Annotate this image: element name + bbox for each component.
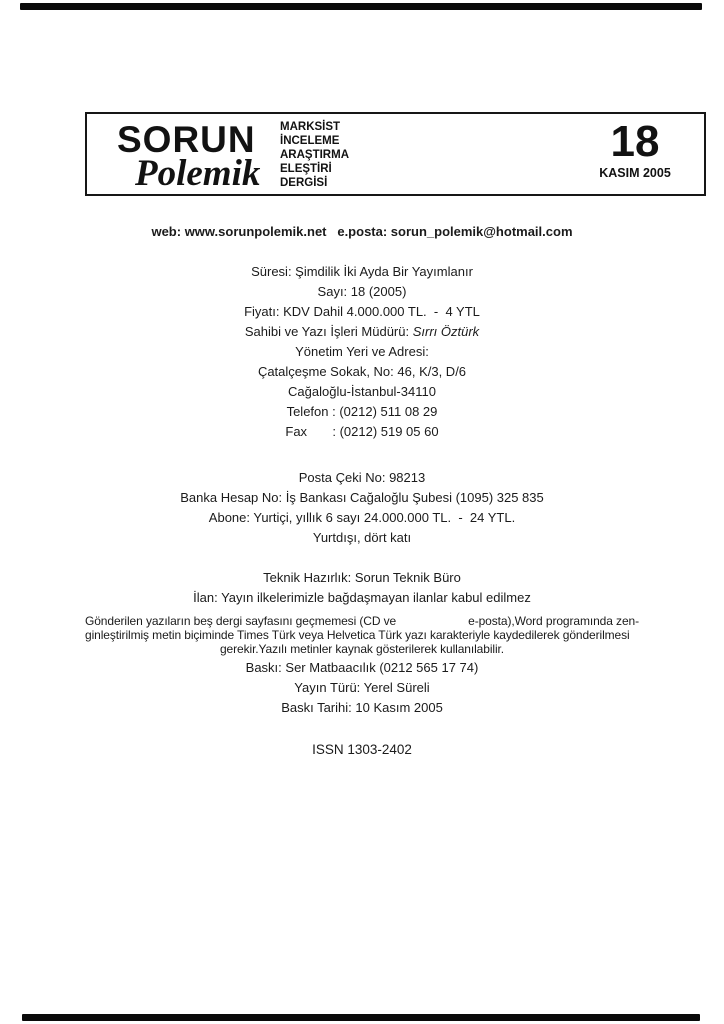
web-email-line: web: www.sorunpolemik.net e.posta: sorun_polemik@hotmail.com — [151, 224, 573, 239]
scan-edge-bar-top — [20, 3, 702, 10]
print-date-line: Baskı Tarihi: 10 Kasım 2005 — [281, 700, 443, 715]
issue-number: 18 — [610, 117, 660, 166]
print-info-block — [0, 658, 724, 718]
issue-date: KASIM 2005 — [599, 166, 671, 180]
issn: ISSN 1303-2402 — [312, 742, 412, 757]
subscription-line: Abone: Yurtiçi, yıllık 6 sayı 24.000.000 TL. - 24 YTL. — [208, 510, 516, 525]
submission-note-line1 — [85, 614, 639, 628]
publication-info-block — [0, 262, 724, 442]
submission-note-line3: gerekir.Yazılı metinler kaynak gösterilerek kullanılabilir. — [219, 642, 504, 656]
address-header-line: Yönetim Yeri ve Adresi: — [295, 344, 429, 359]
journal-title: SORUN — [117, 119, 256, 160]
printer-line: Baskı: Ser Matbaacılık (0212 565 17 74) — [245, 660, 479, 675]
submission-note-line2: ginleştirilmiş metin biçiminde Times Türk veya Helvetica Türk yazı karakteriyle kaydedilerek gönderilmesi — [85, 628, 630, 642]
issue-line: Sayı: 18 (2005) — [317, 284, 407, 299]
account-info-block — [0, 468, 724, 548]
technical-prep-line: Teknik Hazırlık: Sorun Teknik Büro — [263, 570, 461, 585]
descriptor-line: DERGİSİ — [280, 177, 328, 189]
phone-line: Telefon : (0212) 511 08 29 — [286, 404, 438, 419]
abroad-line: Yurtdışı, dört katı — [312, 530, 412, 545]
submission-note-line1-b: e-posta),Word programında zen- — [468, 614, 639, 628]
issue-block — [563, 117, 707, 180]
owner-label: Sahibi ve Yazı İşleri Müdürü: — [244, 324, 413, 339]
owner-line — [0, 322, 724, 342]
publication-type-line: Yayın Türü: Yerel Süreli — [294, 680, 430, 695]
scan-edge-bar-bottom — [22, 1014, 700, 1021]
production-info-block — [0, 568, 724, 608]
frequency-line: Süresi: Şimdilik İki Ayda Bir Yayımlanır — [251, 264, 473, 279]
descriptor-line: ARAŞTIRMA — [280, 149, 349, 161]
postal-account-line: Posta Çeki No: 98213 — [298, 470, 426, 485]
submission-note — [85, 614, 639, 656]
street-line: Çatalçeşme Sokak, No: 46, K/3, D/6 — [257, 364, 467, 379]
bank-account-line: Banka Hesap No: İş Bankası Cağaloğlu Şubesi (1095) 325 835 — [180, 490, 544, 505]
city-line: Cağaloğlu-İstanbul-34110 — [288, 384, 436, 399]
owner-name: Sırrı Öztürk — [412, 324, 480, 339]
price-line: Fiyatı: KDV Dahil 4.000.000 TL. - 4 YTL — [244, 304, 480, 319]
journal-descriptor — [280, 120, 349, 190]
journal-subtitle: Polemik — [135, 153, 261, 194]
descriptor-line: ELEŞTİRİ — [280, 163, 332, 175]
submission-note-line1-a: Gönderilen yazıların beş dergi sayfasını geçmemesi (CD ve — [85, 614, 397, 628]
descriptor-line: MARKSİST — [280, 121, 341, 133]
descriptor-line: İNCELEME — [280, 135, 340, 147]
fax-line: Fax : (0212) 519 05 60 — [285, 424, 439, 439]
ads-policy-line: İlan: Yayın ilkelerimizle bağdaşmayan ilanlar kabul edilmez — [193, 590, 531, 605]
masthead-box — [85, 112, 706, 196]
